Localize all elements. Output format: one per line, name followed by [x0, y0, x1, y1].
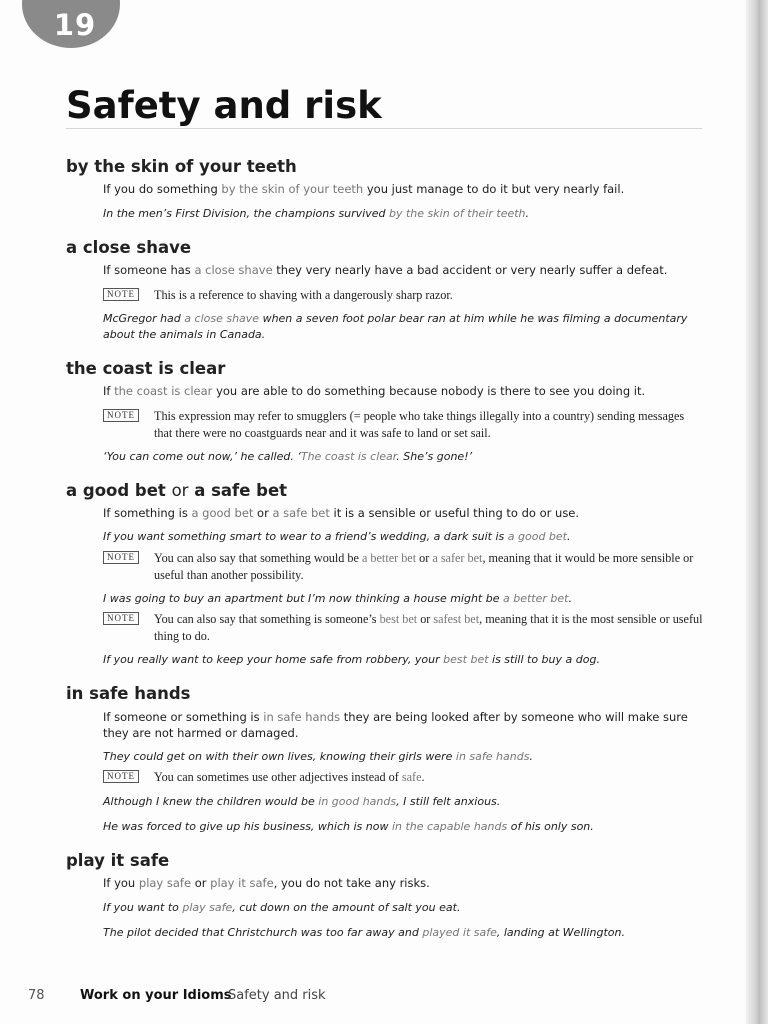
note-shave: NOTE This is a reference to shaving with a dangerously sharp razor.	[103, 287, 703, 304]
definition-skin: If you do something by the skin of your teeth you just manage to do it but very nearly fail.	[103, 182, 625, 196]
definition-shave: If someone has a close shave they very nearly have a bad accident or very nearly suffer a defeat.	[103, 263, 668, 277]
definition-play: If you play safe or play it safe, you do not take any risks.	[103, 876, 430, 890]
example-play-1: If you want to play safe, cut down on the amount of salt you eat.	[103, 901, 461, 914]
book-title: Work on your Idioms	[80, 988, 232, 1003]
note-label: NOTE	[103, 612, 139, 625]
idiom-heading-coast: the coast is clear	[66, 359, 226, 378]
note-coast: NOTE This expression may refer to smugglers (= people who take things illegally into a country) sending messages that there were no coastguards near and it was safe to land or set sail.	[103, 408, 703, 442]
idiom-heading-play: play it safe	[66, 851, 170, 870]
note-label: NOTE	[103, 770, 139, 783]
example-hands-3: He was forced to give up his business, which is now in the capable hands of his only son.	[103, 820, 594, 833]
note-label: NOTE	[103, 551, 139, 564]
page-title: Safety and risk	[66, 84, 382, 127]
note-bet-1: NOTE You can also say that something would be a better bet or a safer bet, meaning that it would be more sensible or useful than another possibility.	[103, 550, 703, 584]
note-bet-2: NOTE You can also say that something is someone’s best bet or safest bet, meaning that it is the most sensible or useful thing to do.	[103, 611, 703, 645]
example-shave-1: McGregor had a close shave when a seven foot polar bear ran at him while he was filming a documentary about the animals in Canada.	[103, 312, 688, 341]
note-label: NOTE	[103, 288, 139, 301]
idiom-heading-skin: by the skin of your teeth	[66, 157, 297, 176]
example-coast-1: ‘You can come out now,’ he called. ‘The coast is clear. She’s gone!’	[103, 450, 473, 463]
note-label: NOTE	[103, 409, 139, 422]
example-hands-1: They could get on with their own lives, knowing their girls were in safe hands.	[103, 750, 533, 763]
example-bet-1: If you want something smart to wear to a friend’s wedding, a dark suit is a good bet.	[103, 530, 571, 543]
running-unit-title: Safety and risk	[228, 988, 326, 1003]
idiom-heading-hands: in safe hands	[66, 684, 191, 703]
title-divider	[66, 128, 702, 129]
definition-coast: If the coast is clear you are able to do something because nobody is there to see you doing it.	[103, 384, 646, 398]
definition-bet: If something is a good bet or a safe bet it is a sensible or useful thing to do or use.	[103, 506, 580, 520]
book-spine-shadow	[746, 0, 768, 1024]
example-bet-3: If you really want to keep your home safe from robbery, your best bet is still to buy a dog.	[103, 653, 600, 666]
example-bet-2: I was going to buy an apartment but I’m now thinking a house might be a better bet.	[103, 592, 572, 605]
definition-hands: If someone or something is in safe hands they are being looked after by someone who will make sure they are not harmed or damaged.	[103, 710, 688, 740]
note-hands: NOTE You can sometimes use other adjectives instead of safe.	[103, 769, 703, 786]
unit-number: 19	[53, 8, 97, 42]
idiom-heading-bet: a good bet or a safe bet	[66, 481, 288, 500]
idiom-heading-shave: a close shave	[66, 238, 192, 257]
example-play-2: The pilot decided that Christchurch was too far away and played it safe, landing at Wellington.	[103, 926, 625, 939]
example-skin-1: In the men’s First Division, the champions survived by the skin of their teeth.	[103, 207, 530, 220]
page-number: 78	[28, 988, 45, 1003]
example-hands-2: Although I knew the children would be in good hands, I still felt anxious.	[103, 795, 501, 808]
